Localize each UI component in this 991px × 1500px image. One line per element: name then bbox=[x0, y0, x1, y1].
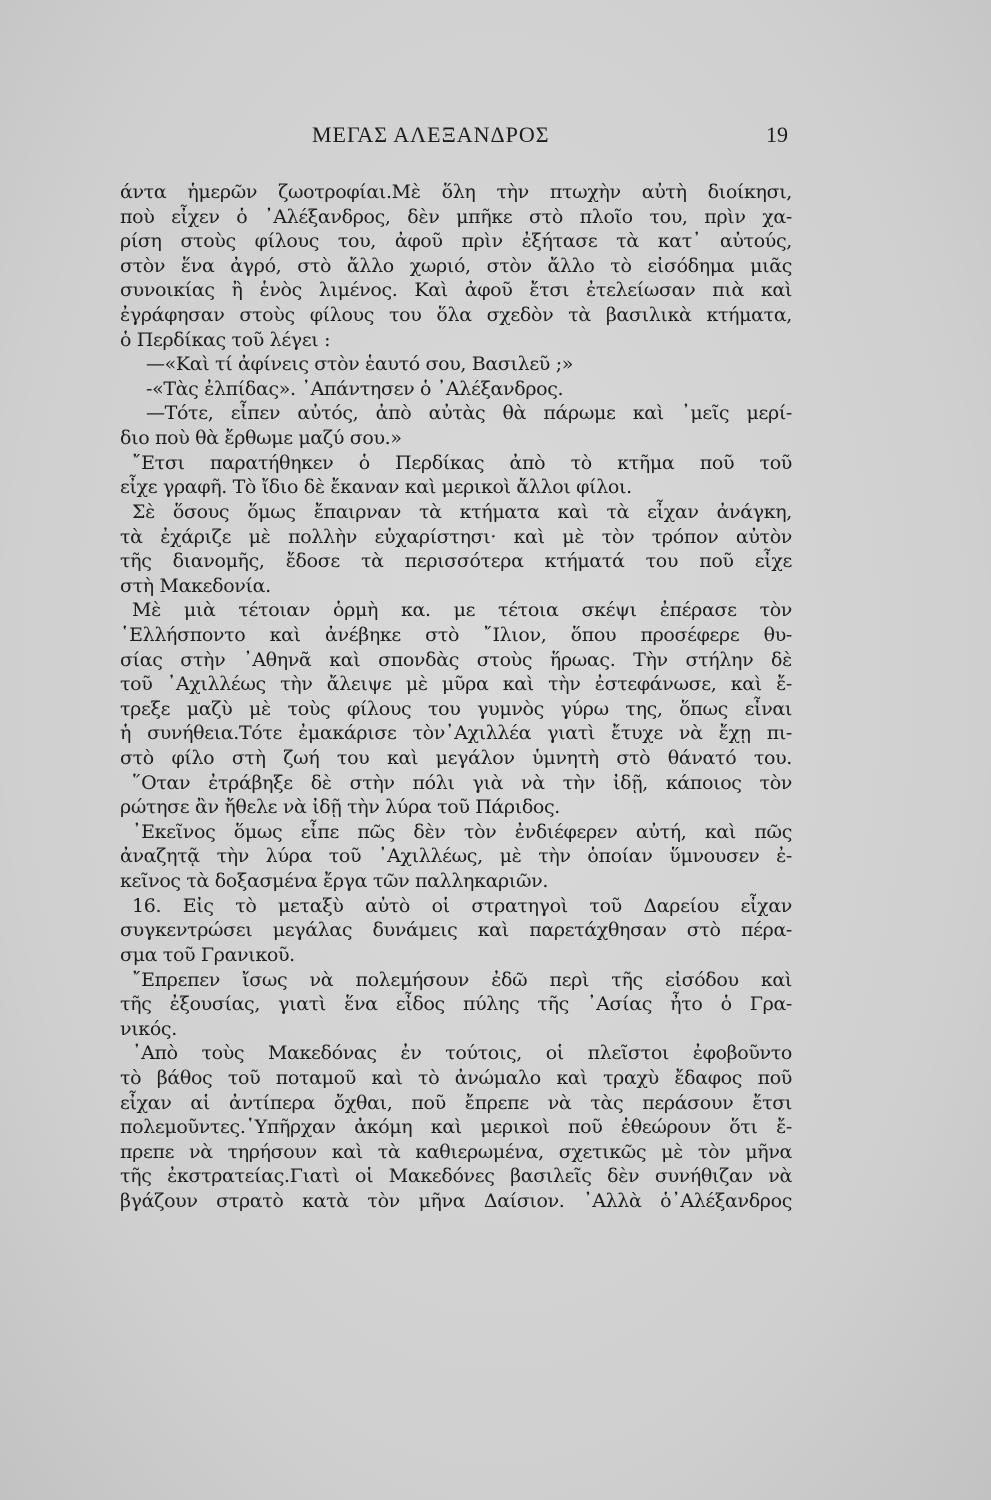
text-line: συνοικίας ἢ ἑνὸς λιμένος. Καὶ ἀφοῦ ἔτσι ἐτελείωσαν πιὰ καὶ bbox=[120, 279, 792, 302]
text-line: τῆς ἐξουσίας, γιατὶ ἕνα εἶδος πύλης τῆς ᾿Ασίας ἦτο ὁ Γρα- bbox=[120, 993, 792, 1016]
text-line: τὰ ἐχάριζε μὲ πολλὴν εὐχαρίστησι· καὶ μὲ τὸν τρόπον αὐτὸν bbox=[120, 525, 792, 548]
text-line: στὴ Μακεδονία. bbox=[120, 574, 271, 597]
text-line: Μὲ μιὰ τέτοιαν ὁρμὴ κα. με τέτοια σκέψι ἐπέρασε τὸν bbox=[132, 599, 792, 622]
body-text bbox=[120, 180, 792, 1214]
text-line: εἶχε γραφῆ. Τὸ ἴδιο δὲ ἔκαναν καὶ μερικοὶ ἄλλοι φίλοι. bbox=[120, 476, 632, 499]
text-line: νικός. bbox=[120, 1017, 177, 1040]
text-line: -«Τὰς ἐλπίδας». ᾿Απάντησεν ὁ ᾿Αλέξανδρος. bbox=[146, 377, 564, 400]
running-title: ΜΕΓΑΣ ΑΛΕΞΑΝΔΡΟΣ bbox=[312, 122, 550, 147]
text-line: κεῖνος τὰ δοξασμένα ἔργα τῶν παλληκαριῶν. bbox=[120, 870, 549, 893]
text-line: ρώτησε ἂν ἤθελε νὰ ἰδῇ τὴν λύρα τοῦ Πάριδος. bbox=[120, 796, 560, 819]
text-line: ποὺ εἶχεν ὁ ᾿Αλέξανδρος, δὲν μπῆκε στὸ πλοῖο του, πρὶν χα- bbox=[120, 205, 792, 228]
text-line: 16. Εἰς τὸ μεταξὺ αὐτὸ οἱ στρατηγοὶ τοῦ Δαρείου εἶχαν bbox=[132, 894, 792, 917]
text-line: σμα τοῦ Γρανικοῦ. bbox=[120, 943, 295, 966]
text-line: άντα ἡμερῶν ζωοτροφίαι.Μὲ ὅλη τὴν πτωχὴν αὐτὴ διοίκησι, bbox=[120, 181, 792, 203]
text-line: πρεπε νὰ τηρήσουν καὶ τὰ καθιερωμένα, σχετικῶς μὲ τὸν μῆνα bbox=[120, 1140, 792, 1163]
text-line: διο ποὺ θὰ ἔρθωμε μαζύ σου.» bbox=[120, 427, 402, 450]
text-line: συγκεντρώσει μεγάλας δυνάμεις καὶ παρετάχθησαν στὸ πέρα- bbox=[120, 919, 792, 942]
page-header bbox=[118, 122, 790, 154]
text-line: τῆς ἐκστρατείας.Γιατὶ οἱ Μακεδόνες βασιλεῖς δὲν συνήθιζαν νὰ bbox=[120, 1165, 792, 1188]
text-line: ῎Επρεπεν ἴσως νὰ πολεμήσουν ἐδῶ περὶ τῆς εἰσόδου καὶ bbox=[132, 968, 792, 991]
text-line: εἶχαν αἱ ἀντίπερα ὄχθαι, ποῦ ἔπρεπε νὰ τὰς περάσουν ἔτσι bbox=[120, 1091, 792, 1114]
text-line: ᾿Απὸ τοὺς Μακεδόνας ἐν τούτοις, οἱ πλεῖστοι ἐφοβοῦντο bbox=[132, 1042, 792, 1065]
text-line: πολεμοῦντες.῾Υπῆρχαν ἀκόμη καὶ μερικοὶ ποῦ ἐθεώρουν ὅτι ἔ- bbox=[120, 1116, 792, 1139]
text-line: τὸ βάθος τοῦ ποταμοῦ καὶ τὸ ἀνώμαλο καὶ τραχὺ ἔδαφος ποῦ bbox=[120, 1066, 792, 1089]
text-line: στὸ φίλο στὴ ζωή του καὶ μεγάλον ὑμνητὴ στὸ θάνατό του. bbox=[120, 747, 792, 770]
text-line: ὁ Περδίκας τοῦ λέγει : bbox=[120, 328, 331, 351]
page-number: 19 bbox=[766, 122, 788, 147]
text-line: ἡ συνήθεια.Τότε ἐμακάρισε τὸν᾿Αχιλλέα γιατὶ ἔτυχε νὰ ἔχῃ πι- bbox=[120, 722, 792, 745]
text-line: —Τότε, εἶπεν αὐτός, ἀπὸ αὐτὰς θὰ πάρωμε καὶ ᾿μεῖς μερί- bbox=[146, 402, 792, 425]
text-line: ῾Ελλήσποντο καὶ ἀνέβηκε στὸ ῎Ιλιον, ὅπου προσέφερε θυ- bbox=[120, 623, 792, 646]
text-line: σίας στὴν ᾿Αθηνᾶ καὶ σπονδὰς στοὺς ἥρωας. Τὴν στήλην δὲ bbox=[120, 648, 792, 671]
text-line: ἀναζητᾷ τὴν λύρα τοῦ ᾿Αχιλλέως, μὲ τὴν ὁποίαν ὕμνουσεν ἐ- bbox=[120, 845, 792, 868]
text-line: τρεξε μαζὺ μὲ τοὺς φίλους του γυμνὸς γύρω της, ὅπως εἶναι bbox=[120, 697, 792, 720]
text-line: τοῦ ᾿Αχιλλέως τὴν ἄλειψε μὲ μῦρα καὶ τὴν ἐστεφάνωσε, καὶ ἔ- bbox=[120, 673, 792, 696]
text-line: ᾿Εκεῖνος ὅμως εἶπε πῶς δὲν τὸν ἐνδιέφερεν αὐτή, καὶ πῶς bbox=[132, 820, 792, 843]
text-line: στὸν ἕνα ἀγρό, στὸ ἄλλο χωριό, στὸν ἄλλο τὸ εἰσόδημα μιᾶς bbox=[120, 254, 792, 277]
text-line: ἐγράφησαν στοὺς φίλους του ὅλα σχεδὸν τὰ βασιλικὰ κτήματα, bbox=[120, 304, 792, 327]
text-line: βγάζουν στρατὸ κατὰ τὸν μῆνα Δαίσιον. ᾿Αλλὰ ὁ᾿Αλέξανδρος bbox=[120, 1189, 792, 1212]
text-line: ρίση στοὺς φίλους του, ἀφοῦ πρὶν ἐξήτασε τὰ κατ᾿ αὐτούς, bbox=[120, 230, 792, 253]
text-line: ῞Οταν ἐτράβηξε δὲ στὴν πόλι γιὰ νὰ τὴν ἰδῇ, κάποιος τὸν bbox=[132, 771, 792, 794]
text-line: Σὲ ὅσους ὅμως ἔπαιρναν τὰ κτήματα καὶ τὰ εἶχαν ἀνάγκη, bbox=[132, 500, 792, 523]
text-line: —«Καὶ τί ἀφίνεις στὸν ἑαυτό σου, Βασιλεῦ ;» bbox=[146, 353, 574, 376]
text-line: ῎Ετσι παρατήθηκεν ὁ Περδίκας ἀπὸ τὸ κτῆμα ποῦ τοῦ bbox=[132, 451, 792, 474]
text-line: τῆς διανομῆς, ἔδοσε τὰ περισσότερα κτήματά του ποῦ εἶχε bbox=[120, 550, 792, 573]
